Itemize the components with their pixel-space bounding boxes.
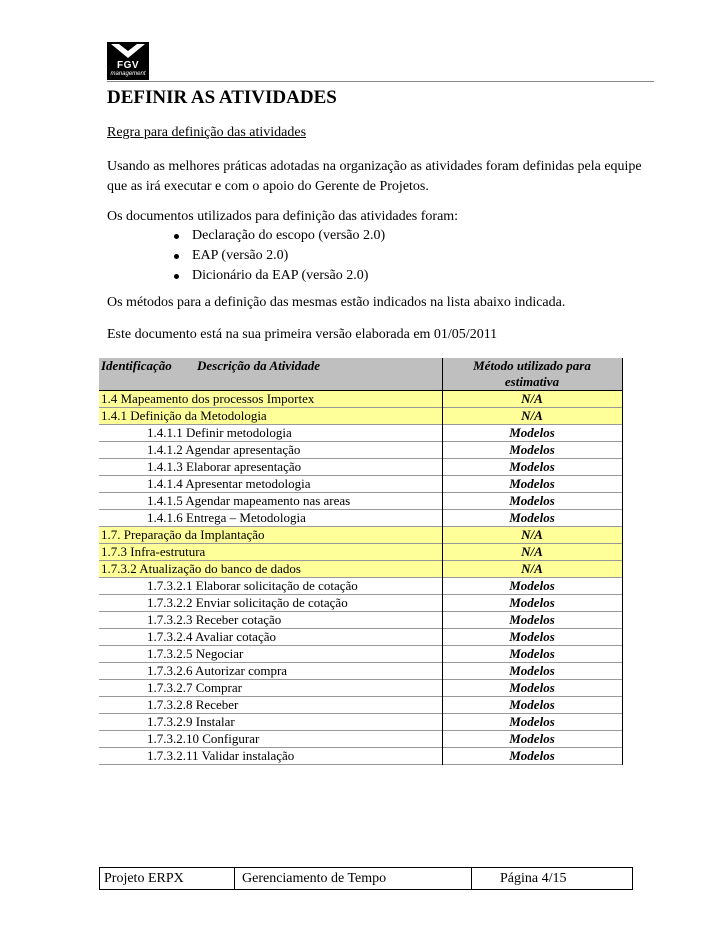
table-row bbox=[99, 476, 622, 493]
logo-subtext: management bbox=[110, 71, 146, 77]
table-row bbox=[99, 680, 622, 697]
paragraph-1-line-2: que as irá executar e com o apoio do Gerente de Projetos. bbox=[107, 179, 429, 194]
activity-description: 1.7.3.2.2 Enviar solicitação de cotação bbox=[99, 595, 442, 612]
footer-divider bbox=[471, 868, 472, 889]
table-header-row bbox=[99, 358, 622, 391]
activity-description: 1.7.3.2.1 Elaborar solicitação de cotação bbox=[99, 578, 442, 595]
activity-description: 1.7.3.2.7 Comprar bbox=[99, 680, 442, 697]
activity-method: Modelos bbox=[442, 493, 622, 510]
activity-method: Modelos bbox=[442, 697, 622, 714]
table-row bbox=[99, 612, 622, 629]
table-row bbox=[99, 459, 622, 476]
activity-method: Modelos bbox=[442, 425, 622, 442]
activity-description: 1.4.1.4 Apresentar metodologia bbox=[99, 476, 442, 493]
header-rule bbox=[107, 81, 654, 82]
documents-list bbox=[172, 226, 385, 286]
activity-method: Modelos bbox=[442, 595, 622, 612]
table-row bbox=[99, 629, 622, 646]
activity-method: N/A bbox=[442, 561, 622, 578]
table-row bbox=[99, 714, 622, 731]
section-subtitle: Regra para definição das atividades bbox=[107, 125, 307, 140]
activity-method: Modelos bbox=[442, 731, 622, 748]
activity-description: 1.4.1.3 Elaborar apresentação bbox=[99, 459, 442, 476]
activity-method: N/A bbox=[442, 527, 622, 544]
page-footer bbox=[99, 867, 633, 890]
activity-description: 1.7.3.2 Atualização do banco de dados bbox=[99, 561, 442, 578]
header-metodo: Método utilizado para estimativa bbox=[442, 358, 622, 391]
table-row bbox=[99, 510, 622, 527]
activity-description: 1.4.1.5 Agendar mapeamento nas areas bbox=[99, 493, 442, 510]
table-row bbox=[99, 408, 622, 425]
table-row bbox=[99, 442, 622, 459]
logo-text: FGV bbox=[116, 60, 140, 71]
activity-description: 1.4.1.1 Definir metodologia bbox=[99, 425, 442, 442]
activity-method: N/A bbox=[442, 544, 622, 561]
table-row bbox=[99, 748, 622, 765]
fgv-emblem-icon bbox=[107, 42, 149, 62]
table-row bbox=[99, 663, 622, 680]
table-row bbox=[99, 544, 622, 561]
activity-description: 1.7.3.2.4 Avaliar cotação bbox=[99, 629, 442, 646]
bullet-icon bbox=[174, 234, 179, 239]
footer-divider bbox=[234, 868, 235, 889]
footer-page-number: Página 4/15 bbox=[500, 871, 567, 886]
table-row bbox=[99, 561, 622, 578]
table-row bbox=[99, 731, 622, 748]
table-row bbox=[99, 595, 622, 612]
bullet-icon bbox=[174, 254, 179, 259]
activity-description: 1.7.3.2.6 Autorizar compra bbox=[99, 663, 442, 680]
activity-method: Modelos bbox=[442, 442, 622, 459]
list-item: Declaração do escopo (versão 2.0) bbox=[172, 226, 385, 246]
activity-description: 1.7.3.2.11 Validar instalação bbox=[99, 748, 442, 765]
activities-table bbox=[99, 358, 623, 765]
activity-method: Modelos bbox=[442, 612, 622, 629]
activity-description: 1.4.1 Definição da Metodologia bbox=[99, 408, 442, 425]
list-item: Dicionário da EAP (versão 2.0) bbox=[172, 266, 385, 286]
activity-method: Modelos bbox=[442, 714, 622, 731]
list-item: EAP (versão 2.0) bbox=[172, 246, 385, 266]
paragraph-documents: Os documentos utilizados para definição das atividades foram: bbox=[107, 209, 459, 224]
activity-method: Modelos bbox=[442, 663, 622, 680]
activity-method: Modelos bbox=[442, 646, 622, 663]
page-title: DEFINIR AS ATIVIDADES bbox=[107, 87, 337, 108]
activity-description: 1.7.3.2.3 Receber cotação bbox=[99, 612, 442, 629]
activity-method: Modelos bbox=[442, 680, 622, 697]
table-row bbox=[99, 493, 622, 510]
activity-method: N/A bbox=[442, 408, 622, 425]
table-row bbox=[99, 391, 622, 408]
activity-description: 1.7.3.2.5 Negociar bbox=[99, 646, 442, 663]
table-row bbox=[99, 527, 622, 544]
header-identification-description bbox=[99, 358, 442, 391]
table-row bbox=[99, 697, 622, 714]
activity-description: 1.7. Preparação da Implantação bbox=[99, 527, 442, 544]
header-identificacao: Identificação bbox=[101, 358, 172, 373]
footer-project: Projeto ERPX bbox=[104, 871, 184, 886]
bullet-icon bbox=[174, 274, 179, 279]
activity-method: Modelos bbox=[442, 578, 622, 595]
paragraph-version: Este documento está na sua primeira versão elaborada em 01/05/2011 bbox=[107, 327, 498, 342]
table-row bbox=[99, 578, 622, 595]
activity-description: 1.7.3.2.10 Configurar bbox=[99, 731, 442, 748]
activity-method: Modelos bbox=[442, 476, 622, 493]
activity-method: Modelos bbox=[442, 510, 622, 527]
fgv-logo bbox=[107, 42, 149, 80]
activity-method: Modelos bbox=[442, 748, 622, 765]
activity-description: 1.7.3.2.9 Instalar bbox=[99, 714, 442, 731]
activity-description: 1.7.3 Infra-estrutura bbox=[99, 544, 442, 561]
footer-section: Gerenciamento de Tempo bbox=[242, 871, 387, 886]
activity-description: 1.4.1.6 Entrega – Metodologia bbox=[99, 510, 442, 527]
activity-description: 1.7.3.2.8 Receber bbox=[99, 697, 442, 714]
paragraph-methods: Os métodos para a definição das mesmas estão indicados na lista abaixo indicada. bbox=[107, 295, 566, 310]
table-row bbox=[99, 425, 622, 442]
activity-description: 1.4.1.2 Agendar apresentação bbox=[99, 442, 442, 459]
paragraph-1-line-1: Usando as melhores práticas adotadas na organização as atividades foram definidas pela equipe bbox=[107, 159, 642, 174]
activity-method: N/A bbox=[442, 391, 622, 408]
table-row bbox=[99, 646, 622, 663]
activity-method: Modelos bbox=[442, 629, 622, 646]
header-descricao: Descrição da Atividade bbox=[197, 358, 320, 373]
activity-description: 1.4 Mapeamento dos processos Importex bbox=[99, 391, 442, 408]
activity-method: Modelos bbox=[442, 459, 622, 476]
